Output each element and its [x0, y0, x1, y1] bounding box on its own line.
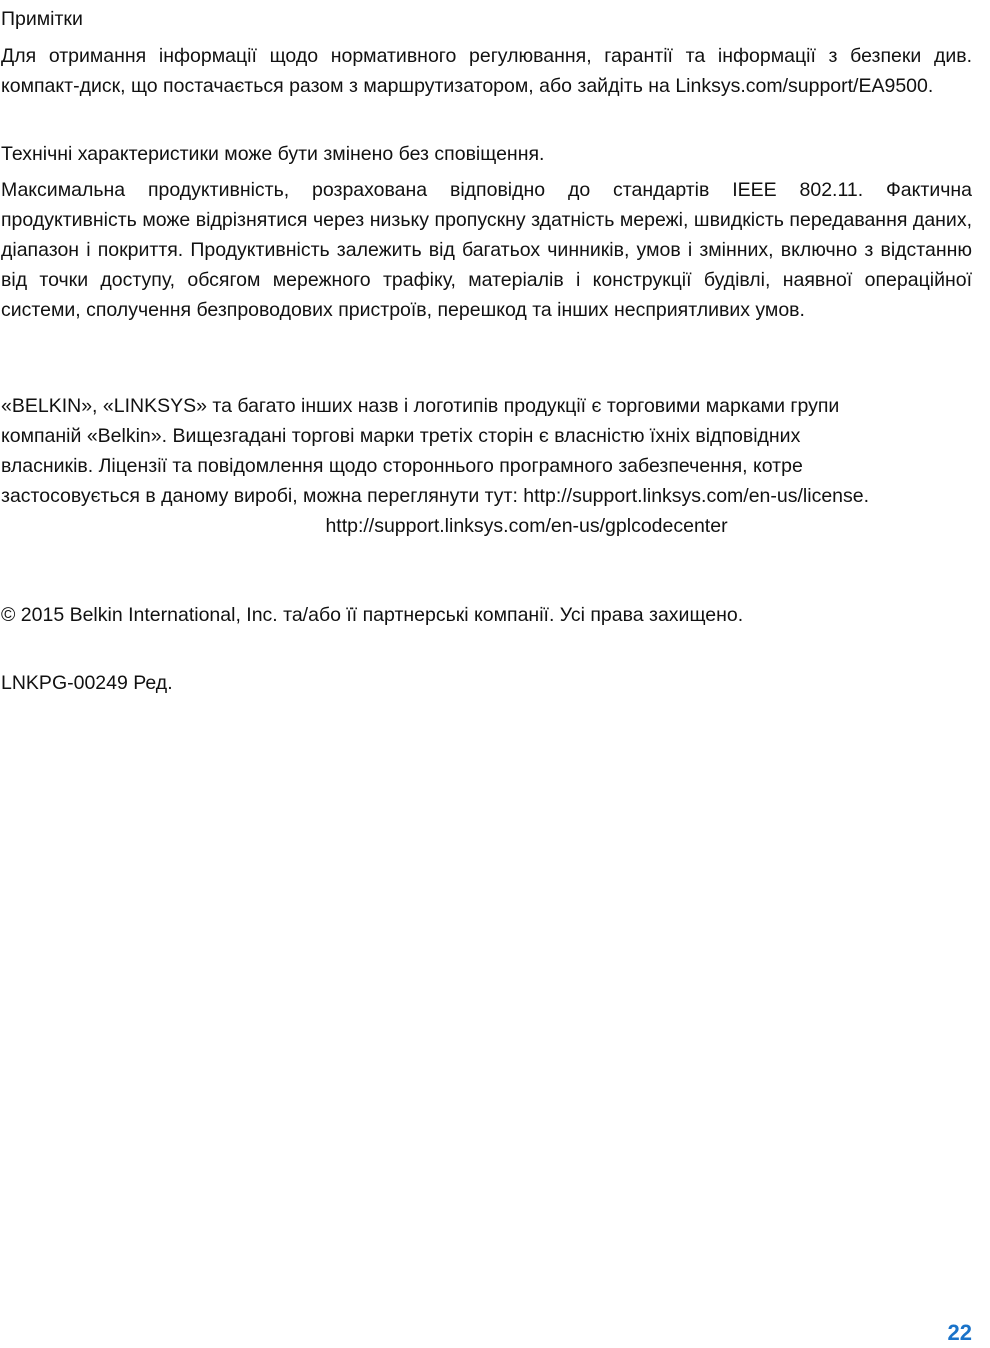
- trademark-line: компаній «Belkin». Вищезгадані торгові марки третіх сторін є власністю їхніх відповідних: [1, 425, 801, 447]
- regulatory-paragraph: Для отримання інформації щодо нормативного регулювання, гарантії та інформації з безпеки див. компакт-диск, що постачається разом з маршрутизатором, або зайдіть на Linksys.com/support/EA9500.: [1, 45, 972, 97]
- trademark-notice: [1, 391, 976, 541]
- document-id: LNKPG-00249 Ред.: [1, 672, 173, 694]
- page-number: 22: [947, 1320, 972, 1345]
- performance-paragraph: Максимальна продуктивність, розрахована відповідно до стандартів IEEE 802.11. Фактична продуктивність може відрізнятися через низьку пропускну здатність мережі, швидкість передавання даних, діапазон і покриття. Продуктивність залежить від багатьох чинників, умов і змінних, включно з відстанню від точки доступу, обсягом мережного трафіку, матеріалів і конструкції будівлі, наявної операційної системи, сполучення безпроводових пристроїв, перешкод та інших несприятливих умов.: [1, 179, 972, 321]
- license-line[interactable]: застосовується в даному виробі, можна переглянути тут: http://support.linksys.com/en-us/license.: [1, 485, 870, 507]
- trademark-line: власників. Ліцензії та повідомлення щодо стороннього програмного забезпечення, котре: [1, 455, 803, 477]
- specs-paragraph: Технічні характеристики може бути змінено без сповіщення.: [1, 143, 545, 165]
- trademark-line: «BELKIN», «LINKSYS» та багато інших назв і логотипів продукції є торговими марками групи: [1, 395, 840, 417]
- notes-heading: Примітки: [1, 8, 83, 30]
- copyright-notice: © 2015 Belkin International, Inc. та/або її партнерські компанії. Усі права захищено.: [1, 604, 744, 626]
- gpl-code-center-link[interactable]: http://support.linksys.com/en-us/gplcodecenter: [325, 515, 728, 537]
